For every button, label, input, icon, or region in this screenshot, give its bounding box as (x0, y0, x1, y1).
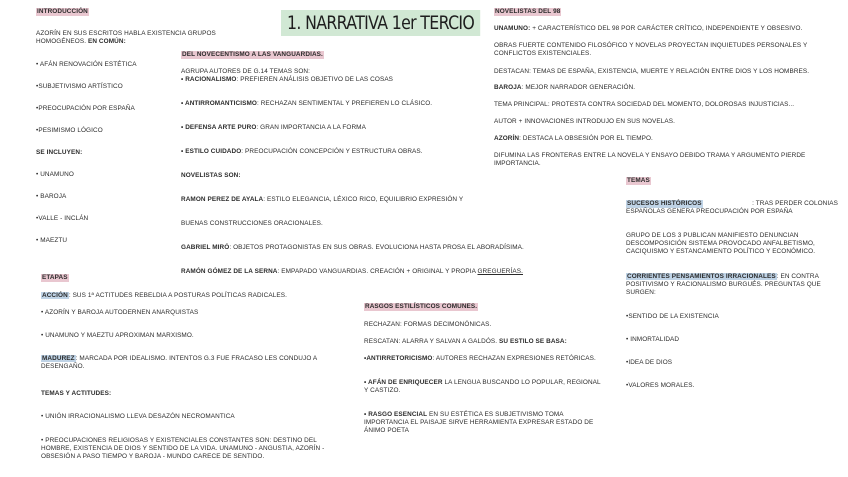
sucesos-text: : TRAS PERDER COLONIAS (752, 200, 838, 207)
gomez-text: : EMPAPADO VANGUARDIAS. CREACIÓN + ORIGINAL Y PROPIA (277, 268, 478, 275)
accion-line (41, 292, 287, 300)
rasgo-text-2: IMPORTANCIA EL PAISAJE SIRVE HERRAMIENTA EXPRESAR ESTADO DE (364, 419, 594, 426)
defensa-label: • DEFENSA ARTE PURO (181, 124, 257, 131)
estilo-text: : PREOCUPACIÓN CONCEPCIÓN Y ESTRUCTURA OBRAS. (241, 148, 423, 155)
rasgos-line-1: RECHAZAN: FORMAS DECIMONÓNICAS. (364, 321, 492, 328)
accion-item: • UNAMUNO Y MAEZTU APROXIMAN MARXISMO. (41, 332, 194, 339)
rasgo-text-3: ÁNIMO POETA (364, 427, 410, 434)
ramon-perez-text-2: BUENAS CONSTRUCCIONES ORACIONALES. (181, 220, 323, 227)
racionalismo-text: : PREFIEREN ANÁLISIS OBJETIVO DE LAS COSAS (236, 76, 394, 83)
question-item: •SENTIDO DE LA EXISTENCIA (626, 313, 719, 320)
autor-line: AUTOR + INNOVACIONES INTRODUJO EN SUS NOVELAS. (494, 118, 676, 125)
baroja-text: : MEJOR NARRADOR GENERACIÓN. (521, 84, 636, 91)
obras-line-1: OBRAS FUERTE CONTENIDO FILOSÓFICO Y NOVELAS PROYECTAN INQUIETUDES PERSONALES Y (494, 42, 808, 49)
novelistas-98-heading: NOVELISTAS DEL 98 (495, 8, 561, 15)
madurez-text: : MARCADA POR IDEALISMO. INTENTOS G.3 FUE FRACASO LES CONDUJO A (75, 355, 318, 362)
defensa-line (181, 124, 366, 132)
sucesos-line (626, 200, 838, 208)
ramon-perez-label: RAMON PEREZ DE AYALA (181, 196, 264, 203)
intro-text-2a: HOMOGÉNEOS. (36, 38, 88, 45)
grupo-line-2: DESCOMPOSICIÓN SISTEMA PROVOCADO ANFALBETISMO, (626, 240, 815, 247)
rasgo-text: EN SU ESTÉTICA ES SUBJETIVISMO TOMA (427, 411, 564, 418)
ramon-perez-text: : ESTILO ELEGANCIA, LÉXICO RICO, EQUILIBRIO EXPRESIÓN Y (263, 196, 464, 203)
common-item: •SUBJETIVISMO ARTÍSTICO (36, 83, 123, 90)
common-item: •PREOCUPACIÓN POR ESPAÑA (36, 105, 135, 112)
corrientes-text-3: SURGEN: (626, 289, 656, 296)
estilo-label: • ESTILO CUIDADO (181, 148, 242, 155)
afan-line (364, 379, 601, 387)
author-item: • UNAMUNO (36, 171, 74, 178)
gomez-greguerias: GREGUERÍAS. (477, 268, 523, 275)
rasgos-line-2a: RESCATAN: ALARRA Y SALVAN A GALDÓS. (364, 338, 500, 345)
novelists-label: NOVELISTAS SON: (181, 172, 241, 179)
gomez-label: RAMÓN GÓMEZ DE LA SERNA (181, 268, 278, 275)
madurez-text-2: DESENGAÑO. (41, 363, 85, 370)
intro-text-1: AZORÍN EN SUS ESCRITOS HABLA EXISTENCIA GRUPOS (36, 30, 216, 37)
page-title: 1. NARRATIVA 1er TERCIO (281, 10, 480, 36)
common-item: •PESIMISMO LÓGICO (36, 127, 103, 134)
unamuno-text: + CARACTERÍSTICO DEL 98 POR CARÁCTER CRÍTICO, INDEPENDIENTE Y OBSESIVO. (530, 25, 803, 32)
rasgos-line-2b: SU ESTILO SE BASA: (499, 338, 567, 345)
gomez-line (181, 268, 523, 276)
intro-text-2 (36, 38, 126, 46)
author-item: •VALLE - INCLÁN (36, 215, 89, 222)
rasgo-label: • RASGO ESENCIAL (364, 411, 428, 418)
question-item: •IDEA DE DIOS (626, 359, 673, 366)
unamuno-line (494, 25, 802, 33)
temas-heading: TEMAS (627, 177, 650, 184)
unamuno-label: UNAMUNO: (494, 25, 531, 32)
madurez-label: MADUREZ (42, 355, 75, 362)
miro-text: : OBJETOS PROTAGONISTAS EN SUS OBRAS. EVOLUCIONA HASTA PROSA EL ABORADÍSIMA. (229, 244, 524, 251)
accion-text: : SUS 1ª ACTITUDES REBELDIA A POSTURAS POLÍTICAS RADICALES. (68, 292, 287, 299)
ramon-perez-line (181, 196, 463, 204)
difumina-line-1: DIFUMINA LAS FRONTERAS ENTRE LA NOVELA Y ENSAYO DEBIDO TRAMA Y ARGUMENTO PIERDE (494, 152, 806, 159)
azorin-line (494, 135, 653, 143)
common-item: • AFÁN RENOVACIÓN ESTÉTICA (36, 61, 137, 68)
baroja-label: BAROJA (494, 84, 522, 91)
accion-item: • AZORÍN Y BAROJA AUTODERNEN ANARQUISTAS (41, 309, 199, 316)
themes-item: • UNIÓN IRRACIONALISMO LLEVA DESAZÓN NECROMANTICA (41, 413, 235, 420)
grupo-line-3: CACIQUISMO Y ESTANCAMIENTO POLÍTICO Y ECONÓMICO. (626, 248, 816, 255)
sucesos-text-2: ESPAÑOLAS GENERA PREOCUPACIÓN POR ESPAÑA (626, 208, 793, 215)
afan-label: • AFÁN DE ENRIQUECER (364, 379, 443, 386)
azorin-label: AZORÍN (494, 135, 520, 142)
author-item: • MAEZTU (36, 237, 68, 244)
defensa-text: : GRAN IMPORTANCIA A LA FORMA (256, 124, 366, 131)
antirretoricismo-line (364, 355, 596, 363)
themes-item-line: • PREOCUPACIONES RELIGIOSAS Y EXISTENCIALES CONSTANTES SON: DESTINO DEL (41, 437, 317, 444)
introduccion-heading: INTRODUCCIÓN (37, 8, 88, 15)
antirromanticismo-text: : RECHAZAN SENTIMENTAL Y PREFIEREN LO CLÁSICO. (256, 100, 433, 107)
themes-item-line: OBSESIÓN A PASO TIEMPO Y BAROJA - MUNDO CARECE DE SENTIDO. (41, 453, 265, 460)
corrientes-text: : EN CONTRA (776, 273, 820, 280)
rasgos-heading: RASGOS ESTILÍSTICOS COMUNES. (365, 303, 478, 310)
sucesos-label: SUCESOS HISTÓRICOS (627, 200, 702, 207)
estilo-line (181, 148, 423, 156)
antirretoricismo-label: •ANTIRRETORICISMO (364, 355, 433, 362)
destacan-line: DESTACAN: TEMAS DE ESPAÑA, EXISTENCIA, MUERTE Y RELACIÓN ENTRE DIOS Y LOS HOMBRES. (494, 68, 810, 75)
includes-label: SE INCLUYEN: (36, 149, 83, 156)
rasgos-line-2 (364, 338, 567, 346)
afan-text-2: Y CASTIZO. (364, 387, 401, 394)
antirromanticismo-label: • ANTIRROMANTICISMO (181, 100, 257, 107)
grupo-line-1: GRUPO DE LOS 3 PUBLICAN MANIFIESTO DENUNCIAN (626, 232, 799, 239)
azorin-text: : DESTACA LA OBSESIÓN POR EL TIEMPO. (519, 135, 653, 142)
baroja-line (494, 84, 635, 92)
author-item: • BAROJA (36, 193, 67, 200)
themes-item-line: HOMBRE, EXISTENCIA DE DIOS Y SENTIDO DE LA VIDA. UNAMUNO - ANGUSTIA, AZORÍN - (41, 445, 325, 452)
novecentismo-heading: DEL NOVECENTISMO A LAS VANGUARDIAS. (182, 51, 323, 58)
accion-label: ACCIÓN (42, 292, 68, 299)
obras-line-2: CONFLICTOS EXISTENCIALES. (494, 50, 592, 57)
miro-label: GABRIEL MIRÓ (181, 244, 230, 251)
etapas-heading: ETAPAS (42, 274, 68, 281)
afan-text: LA LENGUA BUSCANDO LO POPULAR, REGIONAL (442, 379, 601, 386)
racionalismo-label: • RACIONALISMO (181, 76, 237, 83)
corrientes-text-2: POSITIVISMO Y RACIONALISMO BURGUÉS. PREGUNTAS QUE (626, 281, 821, 288)
antirretoricismo-text: : AUTORES RECHAZAN EXPRESIONES RETÓRICAS. (432, 355, 596, 362)
madurez-line (41, 355, 317, 363)
tema-line: TEMA PRINCIPAL: PROTESTA CONTRA SOCIEDAD DEL MOMENTO, DOLOROSAS INJUSTICIAS... (494, 101, 795, 108)
antirromanticismo-line (181, 100, 432, 108)
rasgo-line (364, 411, 564, 419)
intro-text-2b: EN COMÚN: (87, 38, 126, 45)
racionalismo-line (181, 76, 393, 84)
question-item: •VALORES MORALES. (626, 382, 695, 389)
novecentismo-intro: AGRUPA AUTORES DE G.14 TEMAS SON: (181, 68, 311, 75)
difumina-line-2: IMPORTANCIA. (494, 160, 541, 167)
corrientes-label: CORRIENTES PENSAMIENTOS IRRACIONALES (627, 273, 776, 280)
corrientes-line (626, 273, 819, 281)
themes-label: TEMAS Y ACTITUDES: (41, 390, 112, 397)
miro-line (181, 244, 524, 252)
question-item: • INMORTALIDAD (626, 336, 680, 343)
